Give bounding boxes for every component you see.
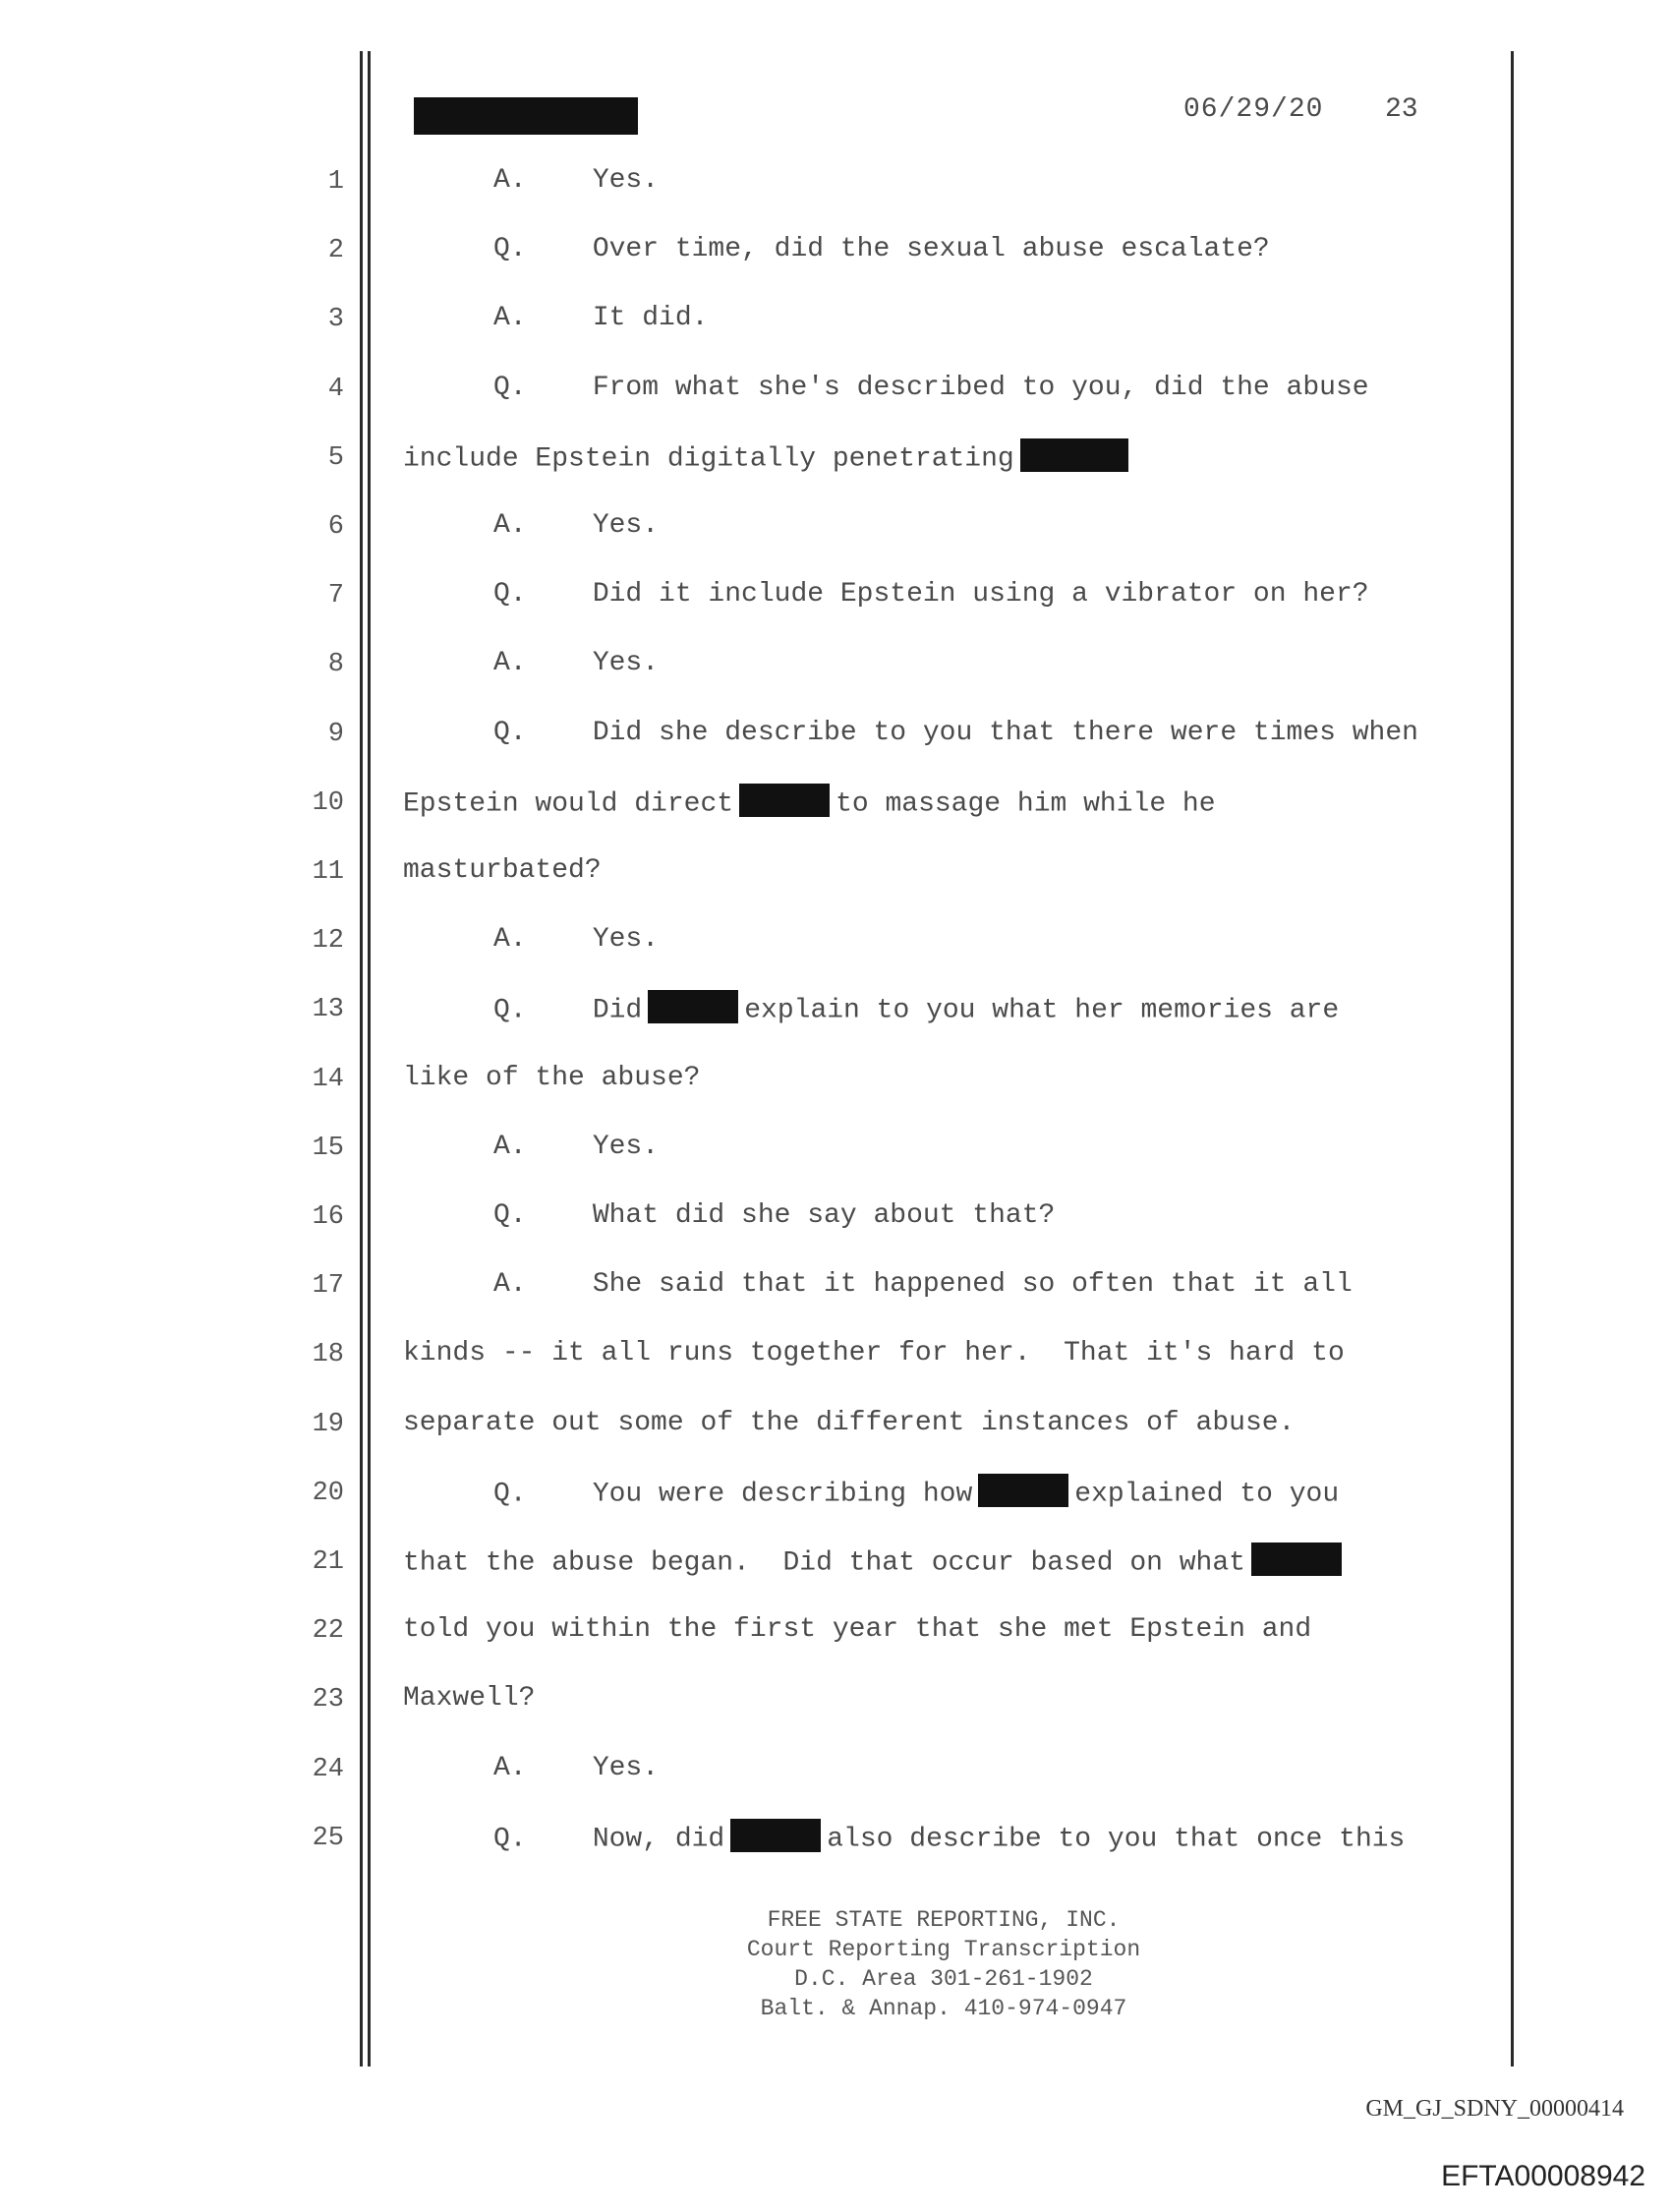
line-number: 7 [327, 581, 344, 611]
line-number: 5 [327, 442, 344, 473]
line-number: 10 [312, 787, 344, 818]
line-number: 8 [327, 650, 344, 680]
transcript-text: Epstein would direct [403, 788, 734, 820]
transcript-line [493, 1822, 1405, 1855]
transcript-text: Q. From what she's described to you, did the abuse [493, 372, 1369, 403]
line-number: 16 [312, 1202, 344, 1232]
transcript-line [493, 1753, 659, 1783]
transcript-line [403, 1338, 1345, 1368]
redaction-bar [978, 1474, 1068, 1507]
line-number: 1 [327, 167, 344, 197]
transcript-text: A. Yes. [493, 924, 660, 956]
transcript-text: include Epstein digitally penetrating [403, 443, 1014, 475]
transcript-text: A. Yes. [493, 1131, 660, 1162]
line-number: 23 [312, 1685, 344, 1716]
transcript-line [493, 993, 1339, 1026]
transcript-line [403, 855, 602, 886]
transcript-text: A. Yes. [493, 510, 660, 541]
transcript-text: Q. Did it include Epstein using a vibrator on her? [493, 579, 1369, 611]
line-number: 14 [312, 1064, 344, 1094]
transcript-text: separate out some of the different instances of abuse. [403, 1407, 1296, 1438]
footer [629, 1905, 1258, 2023]
line-number: 12 [312, 926, 344, 957]
transcript-line [403, 786, 1216, 820]
header-page-number: 23 [1385, 94, 1418, 125]
line-number: 18 [312, 1340, 344, 1370]
transcript-text: Maxwell? [403, 1683, 536, 1715]
transcript-line [493, 924, 659, 955]
line-number: 4 [327, 374, 344, 404]
redaction-bar [1251, 1543, 1342, 1576]
line-number: 15 [312, 1133, 344, 1163]
transcript-line [403, 1683, 535, 1714]
transcript-text: Q. Over time, did the sexual abuse escalate? [493, 234, 1270, 265]
line-number: 25 [312, 1823, 344, 1853]
left-margin-rule [360, 51, 363, 2066]
transcript-line [493, 1132, 659, 1162]
transcript-text: Q. You were describing how [493, 1479, 973, 1510]
line-number: 6 [327, 512, 344, 542]
efta-number: EFTA00008942 [1441, 2160, 1645, 2192]
transcript-line [493, 718, 1418, 748]
transcript-line [493, 1477, 1339, 1510]
line-number: 19 [312, 1409, 344, 1439]
transcript-line [493, 303, 708, 333]
line-number: 21 [312, 1547, 344, 1577]
transcript-line [493, 373, 1369, 403]
redaction-bar [739, 784, 830, 817]
bates-number: GM_GJ_SDNY_00000414 [1365, 2096, 1624, 2122]
transcript-text: also describe to you that once this [827, 1824, 1406, 1855]
transcript-text: Q. Did [493, 995, 643, 1026]
transcript-text: told you within the first year that she met Epstein and [403, 1614, 1312, 1646]
transcript-text: kinds -- it all runs together for her. That it's hard to [403, 1338, 1345, 1369]
transcript-text: A. She said that it happened so often that it all [493, 1269, 1353, 1301]
redaction-bar [648, 990, 738, 1023]
transcript-text: Q. Did she describe to you that there were times when [493, 717, 1418, 748]
transcript-line [403, 1063, 700, 1093]
left-margin-rule [368, 51, 371, 2066]
transcript-line [403, 1408, 1295, 1438]
footer-phone-balt: Balt. & Annap. 410-974-0947 [760, 1996, 1127, 2021]
transcript-text: Q. What did she say about that? [493, 1200, 1056, 1231]
transcript-line [493, 648, 659, 678]
transcript-text: A. Yes. [493, 165, 660, 196]
transcript-line [493, 510, 659, 541]
transcript-line [403, 1614, 1311, 1645]
line-number: 11 [312, 857, 344, 887]
transcript-line [493, 165, 659, 196]
footer-company: FREE STATE REPORTING, INC. [767, 1907, 1121, 1933]
line-number: 3 [327, 305, 344, 335]
line-number: 20 [312, 1478, 344, 1508]
line-number: 9 [327, 719, 344, 749]
footer-phone-dc: D.C. Area 301-261-1902 [794, 1966, 1093, 1992]
redaction-bar [730, 1819, 821, 1852]
transcript-line [403, 441, 1134, 475]
transcript-line [493, 1269, 1353, 1300]
transcript-text: A. It did. [493, 303, 709, 334]
line-number: 13 [312, 995, 344, 1025]
redaction-bar [1020, 438, 1128, 472]
transcript-text: A. Yes. [493, 648, 660, 679]
line-number: 17 [312, 1271, 344, 1302]
transcript-text: that the abuse began. Did that occur based on what [403, 1547, 1245, 1579]
transcript-text: Q. Now, did [493, 1824, 725, 1855]
transcript-line [493, 234, 1270, 264]
transcript-text: to massage him while he [836, 788, 1216, 820]
transcript-text: masturbated? [403, 855, 602, 886]
transcript-text: A. Yes. [493, 1752, 660, 1783]
transcript-line [493, 1200, 1055, 1231]
transcript-line [493, 579, 1369, 610]
line-number: 22 [312, 1616, 344, 1647]
line-number: 2 [327, 236, 344, 266]
header-redaction [414, 97, 638, 135]
transcript-line [403, 1545, 1348, 1579]
line-number: 24 [312, 1754, 344, 1784]
transcript-text: explained to you [1074, 1479, 1340, 1510]
right-margin-rule [1511, 51, 1514, 2066]
header-date: 06/29/20 [1183, 94, 1324, 125]
transcript-text: like of the abuse? [403, 1062, 701, 1093]
transcript-text: explain to you what her memories are [744, 995, 1340, 1026]
footer-services: Court Reporting Transcription [746, 1937, 1141, 1962]
